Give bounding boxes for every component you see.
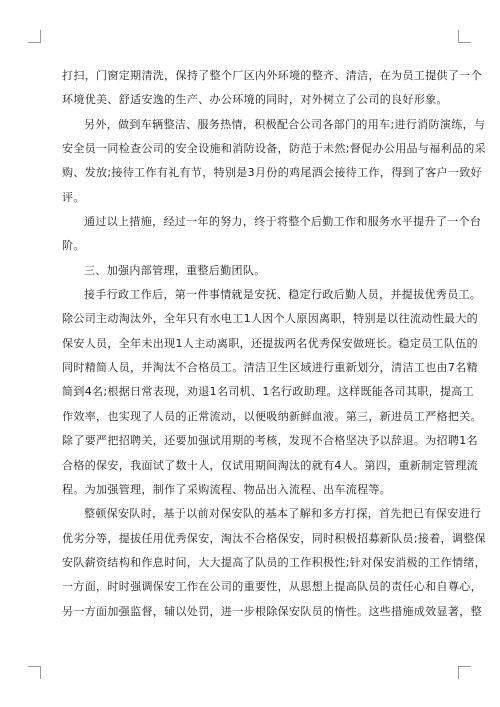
text-line: 阶。 bbox=[62, 239, 85, 253]
crop-mark-top-left bbox=[28, 30, 41, 43]
text-line: 接手行政工作后，第一件事情就是安抚、稳定行政后勤人员，并提拔优秀员工。 bbox=[84, 288, 482, 302]
text-line: 环境优美、舒适安逸的生产、办公环境的同时，对外树立了公司的良好形象。 bbox=[62, 93, 448, 107]
crop-mark-top-right bbox=[458, 30, 471, 43]
text-line: 优劣分等，提拔任用优秀保安，淘汰不合格保安，同时积极招募新队员;接着，调整保 bbox=[62, 531, 487, 545]
crop-mark-bottom-left bbox=[28, 666, 41, 679]
text-line: 简到4名;根据日常表现，劝退1名司机、1名行政助理。这样既能各司其职，提高工 bbox=[62, 385, 474, 399]
text-line: 同时精简人员，并淘汰不合格员工。清洁卫生区域进行重新划分，清洁工也由7名精 bbox=[62, 361, 478, 375]
document-body bbox=[62, 64, 487, 624]
text-line: 作效率，也实现了人员的正常流动，以便吸纳新鲜血液。第三，新进员工严格把关。 bbox=[62, 409, 482, 423]
text-line: 一方面，时时强调保安工作在公司的重要性，从思想上提高队员的责任心和自尊心， bbox=[62, 580, 482, 594]
text-line: 安全员一同检查公司的安全设施和消防设备，防范于未然;督促办公用品与福利品的采 bbox=[62, 142, 487, 156]
text-line: 评。 bbox=[62, 190, 85, 204]
text-line: 打扫，门窗定期清洗，保持了整个厂区内外环境的整齐、清洁，在为员工提供了一个 bbox=[62, 69, 482, 82]
text-line: 除公司主动淘汰外，全年只有水电工1人因个人原因离职，特别是以往流动性最大的 bbox=[62, 312, 478, 326]
section-heading: 三、加强内部管理，重整后勤团队。 bbox=[84, 263, 266, 277]
text-line: 保安人员，全年未出现1人主动离职，还提拔两名优秀保安做班长。稳定员工队伍的 bbox=[62, 336, 478, 350]
text-line: 程。为加强管理，制作了采购流程、物品出入流程、出车流程等。 bbox=[62, 482, 392, 496]
text-line: 购、发放;接待工作有礼有节，特别是3月份的鸡尾酒会接待工作，得到了客户一致好 bbox=[62, 166, 483, 180]
crop-mark-bottom-right bbox=[458, 666, 471, 679]
text-line: 合格的保安，我面试了数十人，仅试用期间淘汰的就有4人。第四，重新制定管理流 bbox=[62, 458, 478, 472]
text-line: 安队薪资结构和作息时间，大大提高了队员的工作积极性;针对保安消极的工作情绪， bbox=[62, 555, 487, 569]
text-line: 除了要严把招聘关，还要加强试用期的考核，发现不合格坚决予以辞退。为招聘1名 bbox=[62, 434, 478, 448]
text-line: 另外，做到车辆整洁、服务热情，积极配合公司各部门的用车;进行消防演练，与 bbox=[84, 117, 486, 131]
text-line: 另一方面加强监督，辅以处罚，进一步根除保安队员的惰性。这些措施成效显著，整 bbox=[62, 604, 482, 618]
text-line: 整顿保安队时，基于以前对保安队的基本了解和多方打探，首先把已有保安进行 bbox=[84, 507, 482, 521]
text-line: 通过以上措施，经过一年的努力，终于将整个后勤工作和服务水平提升了一个台 bbox=[84, 215, 482, 229]
